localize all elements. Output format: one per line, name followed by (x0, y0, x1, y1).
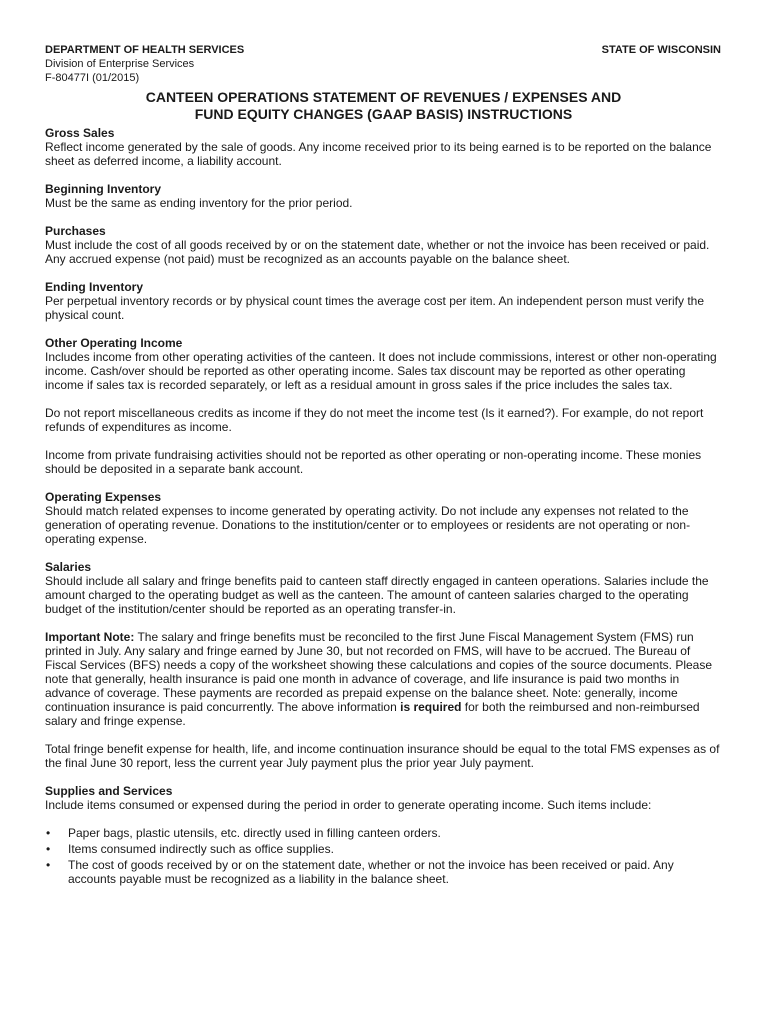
important-note-text-b: for both the reimbursed and non-reimbursed salary and fringe expense. (45, 700, 700, 728)
document-header (45, 44, 722, 85)
section-paragraph-1: Includes income from other operating activities of the canteen. It does not include commissions, interest or other non-operating income. Cash/over should be reported as other operating income. Sales tax discount may be reported as other operating income if sales tax is recorded separately, or left as a residual amount in gross sales if the price includes the sales tax. (45, 350, 717, 392)
section-heading: Operating Expenses (45, 490, 162, 504)
section-text: Should match related expenses to income generated by operating activity. Do not include any expenses not related to the generation of operating revenue. Donations to the institution/center or to employees or residents are not operating or non-operating expense. (45, 504, 691, 546)
list-item-text: Items consumed indirectly such as office supplies. (68, 842, 334, 856)
bullet-icon: • (46, 858, 51, 872)
department-name: DEPARTMENT OF HEALTH SERVICES (45, 44, 245, 56)
header-left (45, 44, 244, 85)
section-heading: Supplies and Services (45, 784, 173, 798)
section-other-operating-income (45, 336, 722, 476)
section-text: Reflect income generated by the sale of goods. Any income received prior to its being earned is to be reported on the balance sheet as deferred income, a liability account. (45, 140, 712, 168)
section-heading: Salaries (45, 560, 92, 574)
section-heading: Purchases (45, 224, 106, 238)
section-beginning-inventory (45, 182, 722, 210)
section-heading: Other Operating Income (45, 336, 183, 350)
section-heading: Beginning Inventory (45, 182, 162, 196)
section-salaries (45, 560, 722, 770)
bullet-icon: • (46, 842, 51, 856)
list-item-text: Paper bags, plastic utensils, etc. directly used in filling canteen orders. (68, 826, 441, 840)
section-paragraph-3: Income from private fundraising activities should not be reported as other operating or non-operating income. These monies should be deposited in a separate bank account. (45, 448, 702, 476)
section-heading: Ending Inventory (45, 280, 144, 294)
supplies-list (45, 826, 722, 886)
form-number: F-80477I (01/2015) (45, 72, 140, 84)
state-name: STATE OF WISCONSIN (601, 44, 721, 56)
section-text: Per perpetual inventory records or by physical count times the average cost per item. An independent person must verify the physical count. (45, 294, 705, 322)
section-operating-expenses (45, 490, 722, 546)
document-title (45, 89, 722, 123)
bullet-icon: • (46, 826, 51, 840)
division-name: Division of Enterprise Services (45, 58, 195, 70)
list-item (45, 826, 722, 840)
section-supplies-and-services (45, 784, 722, 886)
list-item-text: The cost of goods received by or on the statement date, whether or not the invoice has been received or paid. Any accounts payable must be recognized as a liability in the balance sheet. (68, 858, 674, 886)
section-gross-sales (45, 126, 722, 168)
important-note-emphasis: is required (400, 700, 462, 714)
section-text: Include items consumed or expensed during the period in order to generate operating income. Such items include: (45, 798, 652, 812)
important-note-text-a: The salary and fringe benefits must be reconciled to the first June Fiscal Management System (FMS) run printed in July. Any salary and fringe earned by June 30, but not recorded on FMS, will have to be accrued. The Bureau of Fiscal Services (BFS) needs a copy of the worksheet showing these calculations and copies of the source documents. Please note that generally, health insurance is paid one month in advance of coverage, and life insurance is paid two months in advance of coverage. These payments are recorded as prepaid expense on the balance sheet. Note: generally, income continuation insurance is paid concurrently. The above information (45, 630, 713, 714)
section-text: Must be the same as ending inventory for the prior period. (45, 196, 353, 210)
section-paragraph-3: Total fringe benefit expense for health, life, and income continuation insurance should be equal to the total FMS expenses as of the final June 30 report, less the current year July payment plus the prior year July payment. (45, 742, 720, 770)
list-item (45, 858, 722, 886)
important-note-label: Important Note: (45, 630, 135, 644)
section-ending-inventory (45, 280, 722, 322)
section-heading: Gross Sales (45, 126, 115, 140)
important-note (45, 630, 722, 728)
title-line-1: CANTEEN OPERATIONS STATEMENT OF REVENUES / EXPENSES AND (145, 89, 622, 105)
section-purchases (45, 224, 722, 266)
section-paragraph-1: Should include all salary and fringe benefits paid to canteen staff directly engaged in canteen operations. Salaries include the amount charged to the operating budget as well as the canteen. The amount of canteen salaries charged to the operating budget of the institution/center should be reported as an operating transfer-in. (45, 574, 709, 616)
section-text: Must include the cost of all goods received by or on the statement date, whether or not the invoice has been received or paid. Any accrued expense (not paid) must be recognized as an accounts payable on the balance sheet. (45, 238, 710, 266)
list-item (45, 842, 722, 856)
title-line-2: FUND EQUITY CHANGES (GAAP BASIS) INSTRUCTIONS (194, 106, 573, 122)
section-paragraph-2: Do not report miscellaneous credits as income if they do not meet the income test (Is it earned?). For example, do not report refunds of expenditures as income. (45, 406, 704, 434)
